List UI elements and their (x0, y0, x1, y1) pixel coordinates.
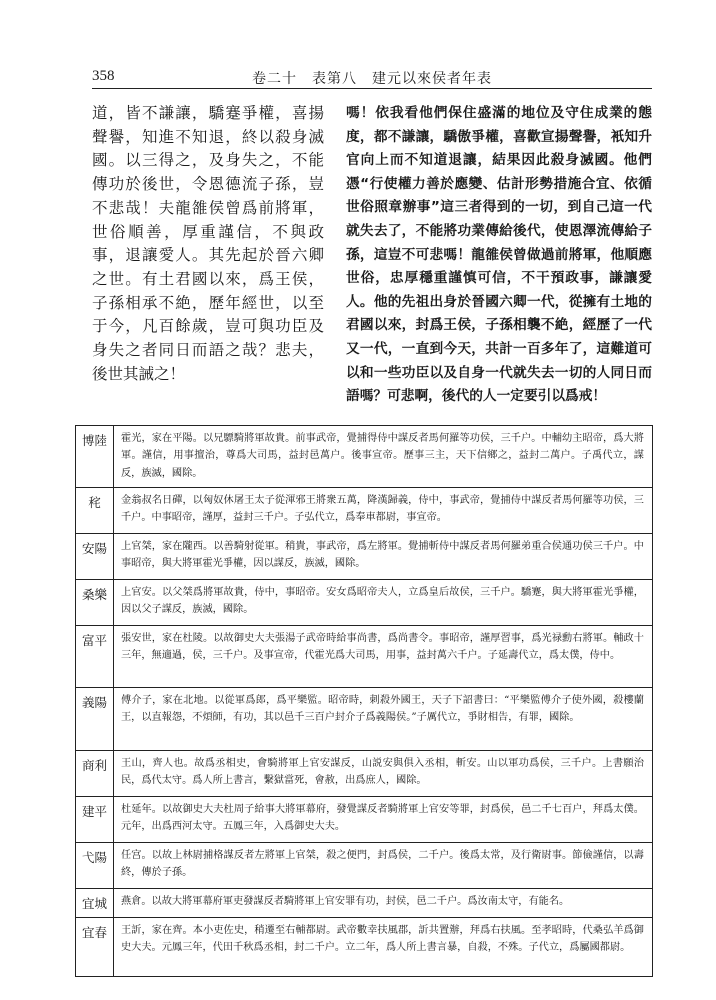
classical-text-column: 道，皆不謙讓，驕蹇爭權，喜揚聲譽，知進不知退，終以殺身滅國。以三得之，及身失之，不能傳功於後世，令恩德流子孫，豈不悲哉！夫龍雒侯曾爲前將軍，世俗順善，厚重謹信，不與政事，退讓愛人。其先起於晉六卿之世。有土君國以來，爲王侯，子孫相承不絶，歷年經世，以至于今，凡百餘歲，豈可與功臣及身失之者同日而語之哉？悲夫，後世其誡之！ (92, 104, 324, 383)
table-row (76, 842, 652, 888)
marquis-record: 王訢，家在齊。本小吏佐史，稍遷至右輔都尉。武帝數幸扶風郡，訢共置辦，拜爲右扶風。至孝昭時，代桑弘羊爲御史大夫。元鳳三年，代田千秋爲丞相，封二千户。立二年，爲人所上書言暴，自殺，不殊。子代立，爲屬國都尉。 (121, 925, 644, 954)
marquisate-name: 宜城 (76, 889, 114, 917)
table-row (76, 750, 652, 796)
marquis-record: 傅介子，家在北地。以從軍爲郎，爲平樂監。昭帝時，刺殺外國王，天子下詔書曰：“平樂監傅介子使外國，殺樓蘭王，以直報怨，不煩師，有功，其以邑千三百户封介子爲義陽侯。”子厲代立，爭財相告，有罪，國除。 (121, 695, 644, 724)
table-row (76, 487, 652, 533)
marquis-record: 王山，齊人也。故爲丞相史，會騎將軍上官安謀反，山説安與俱入丞相，斬安。山以軍功爲侯，三千户。上書願治民，爲代太守。爲人所上書言，繫獄當死，會赦，出爲庶人，國除。 (121, 758, 644, 787)
marquis-record: 金翁叔名日磾，以匈奴休屠王太子從渾邪王將衆五萬，降漢歸義，侍中，事武帝，覺捕侍中謀反者馬何羅等功侯，三千户。中事昭帝，謹厚，益封三千户。子弘代立，爲奉車都尉，事宣帝。 (121, 495, 644, 524)
marquisate-name: 商利 (76, 751, 114, 796)
marquis-record: 杜延年。以故御史大夫杜周子給事大將軍幕府，發覺謀反者騎將軍上官安等罪，封爲侯，邑二千七百户，拜爲太僕。元年，出爲西河太守。五鳳三年，入爲御史大夫。 (121, 804, 644, 833)
page-header (92, 68, 652, 89)
table-row (76, 917, 652, 976)
marquisate-name: 宜春 (76, 918, 114, 976)
running-title: 卷二十 表第八 建元以來侯者年表 (252, 71, 492, 87)
marquisate-name: 秺 (76, 488, 114, 533)
table-row (76, 625, 652, 687)
table-row (76, 579, 652, 625)
marquis-table (75, 425, 653, 977)
marquisate-name: 富平 (76, 626, 114, 687)
table-row (76, 796, 652, 842)
marquis-record: 燕倉。以故大將軍幕府軍吏發謀反者騎將軍上官安罪有功，封侯，邑二千户。爲汝南太守，有能名。 (121, 896, 570, 907)
marquisate-name: 博陸 (76, 426, 114, 487)
marquisate-name: 建平 (76, 797, 114, 842)
marquis-record: 張安世，家在杜陵。以故御史大夫張湯子武帝時給事尚書，爲尚書令。事昭帝，謹厚習事，爲光禄勳右將軍。輔政十三年，無適過，侯，三千户。及事宣帝，代霍光爲大司馬，用事，益封萬六千户。子延壽代立，爲太僕，侍中。 (121, 633, 644, 662)
marquisate-name: 弋陽 (76, 843, 114, 888)
marquis-record: 任宫。以故上林尉捕格謀反者左將軍上官桀，殺之便門，封爲侯，二千户。後爲太常，及行衛尉事。節儉謹信，以壽終，傳於子孫。 (121, 850, 644, 879)
page-number: 358 (92, 68, 115, 84)
marquis-record: 上官安。以父桀爲將軍故貴，侍中，事昭帝。安女爲昭帝夫人，立爲皇后故侯，三千户。驕蹇，與大將軍霍光爭權，因以父子謀反，族滅，國除。 (121, 587, 644, 616)
table-row (76, 888, 652, 917)
marquis-record: 霍光，家在平陽。以兄驃騎將軍故貴。前事武帝，覺捕得侍中謀反者馬何羅等功侯，三千户。中輔幼主昭帝，爲大將軍。謹信，用事擅治，尊爲大司馬，益封邑萬户。後事宣帝。歷事三主，天下信鄉之，益封二萬户。子禹代立，謀反，族滅，國除。 (121, 433, 644, 479)
marquisate-name: 義陽 (76, 688, 114, 750)
table-row (76, 533, 652, 579)
marquisate-name: 桑樂 (76, 580, 114, 625)
marquisate-name: 安陽 (76, 534, 114, 579)
marquis-record: 上官桀，家在隴西。以善騎射從軍。稍貴，事武帝，爲左將軍。覺捕斬侍中謀反者馬何羅弟重合侯通功侯三千户。中事昭帝，與大將軍霍光爭權，因以謀反，族滅，國除。 (121, 541, 644, 570)
translation-text-column: 嗎！依我看他們保住盛滿的地位及守住成業的態度，都不謙讓，驕傲爭權，喜歡宣揚聲譽，衹知升官向上而不知道退讓，結果因此殺身滅國。他們憑“行使權力善於應變、估計形勢措施合宜、依循世俗照章辦事”這三者得到的一切，到自己這一代就失去了，不能將功業傳給後代，使恩澤流傳給子孫，這豈不可悲嗎！龍雒侯曾做過前將軍，他順應世俗，忠厚穩重謹慎可信，不干預政事，謙讓愛人。他的先祖出身於晉國六卿一代，從擁有土地的君國以來，封爲王侯，子孫相襲不絶，經歷了一代又一代，一直到今天，共計一百多年了，這難道可以和一些功臣以及自身一代就失去一切的人同日而語嗎？可悲啊，後代的人一定要引以爲戒！ (346, 105, 652, 405)
table-row (76, 426, 652, 487)
table-row (76, 687, 652, 750)
